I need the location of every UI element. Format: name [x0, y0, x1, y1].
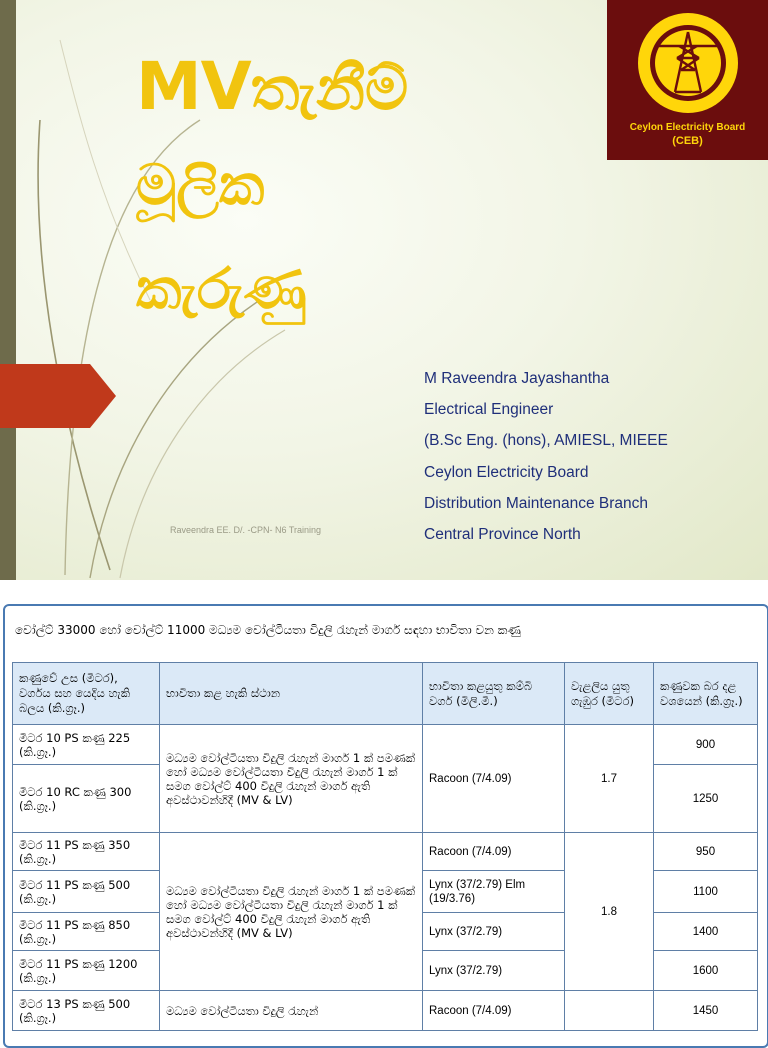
ceb-logo — [607, 0, 768, 160]
slide-title — [136, 48, 409, 366]
conductor-cell: Lynx (37/2.79) — [423, 951, 565, 991]
pole-spec-table — [12, 662, 758, 1031]
table-row — [13, 725, 758, 765]
conductor-cell: Racoon (7/4.09) — [423, 833, 565, 871]
title-line-1 — [136, 48, 409, 158]
weight-cell: 1250 — [654, 765, 758, 833]
pole-cell: මීටර 13 PS කණු 500 (කි.ග්‍රෑ.) — [13, 991, 160, 1031]
conductor-cell: Racoon (7/4.09) — [423, 991, 565, 1031]
column-header: භාවිතා කළ හැකි ස්ථාන — [160, 663, 423, 725]
column-header: භාවිතා කළයුතු කම්බි වර්ග (මිලි.මී.) — [423, 663, 565, 725]
weight-cell: 900 — [654, 725, 758, 765]
conductor-cell: Racoon (7/4.09) — [423, 725, 565, 833]
location-cell: මධ්‍යම වෝල්ටීයතා විදුලි රැහැන් මාර්ග 1 ක් පමණක් හෝ මධ්‍යම වෝල්ටීයතා විදුලි රැහැන් මාර්ග 1 ක් සමග වෝල්ට් 400 විදුලි රැහැන් මාර්ග ඇති අවස්ථාවන්හිදී (MV & LV) — [160, 725, 423, 833]
weight-cell: 950 — [654, 833, 758, 871]
conductor-cell: Lynx (37/2.79) — [423, 913, 565, 951]
logo-name-text: Ceylon Electricity Board — [629, 122, 746, 133]
pole-cell: මීටර 11 PS කණු 350 (කි.ග්‍රෑ.) — [13, 833, 160, 871]
logo-abbr-text: (CEB) — [672, 135, 703, 147]
author-block — [424, 368, 668, 555]
pole-cell: මීටර 10 PS කණු 225 (කි.ග්‍රෑ.) — [13, 725, 160, 765]
slide-footer: Raveendra EE. D/. -CPN- N6 Training — [170, 525, 322, 535]
conductor-cell: Lynx (37/2.79) Elm (19/3.76) — [423, 871, 565, 913]
location-cell: මධ්‍යම වෝල්ටීයතා විදුලි රැහැන් — [160, 991, 423, 1031]
title-line-3: කැරුණු — [136, 257, 307, 322]
weight-cell: 1400 — [654, 913, 758, 951]
pole-cell: මීටර 11 PS කණු 1200 (කි.ග්‍රෑ.) — [13, 951, 160, 991]
title-line-2: මූලික — [136, 153, 265, 218]
document-panel — [3, 604, 768, 1048]
weight-cell: 1100 — [654, 871, 758, 913]
title-latin: MV — [136, 48, 251, 125]
weight-cell: 1600 — [654, 951, 758, 991]
column-header: කණුවක බර දළ වශයෙන් (කි.ග්‍රෑ.) — [654, 663, 758, 725]
depth-cell: 1.7 — [565, 725, 654, 833]
pole-cell: මීටර 10 RC කණු 300 (කි.ග්‍රෑ.) — [13, 765, 160, 833]
column-header: කණුවේ උස (මීටර), වර්ගය සහ යෙදිය හැකි බලය (කි.ග්‍රෑ.) — [13, 663, 160, 725]
author-qualifications: (B.Sc Eng. (hons), AMIESL, MIEEE — [424, 432, 668, 450]
location-cell: මධ්‍යම වෝල්ටීයතා විදුලි රැහැන් මාර්ග 1 ක් පමණක් හෝ මධ්‍යම වෝල්ටීයතා විදුලි රැහැන් මාර්ග 1 ක් සමග වෝල්ට් 400 විදුලි රැහැන් මාර්ග ඇති අවස්ථාවන්හිදී (MV & LV) — [160, 833, 423, 991]
table-row — [13, 991, 758, 1031]
author-branch: Distribution Maintenance Branch — [424, 494, 649, 512]
pole-cell: මීටර 11 PS කණු 500 (කි.ග්‍රෑ.) — [13, 871, 160, 913]
depth-cell: 1.8 — [565, 833, 654, 991]
red-arrow-shape — [0, 364, 116, 428]
weight-cell: 1450 — [654, 991, 758, 1031]
author-organization: Ceylon Electricity Board — [424, 463, 589, 481]
ceb-logo-icon — [635, 8, 741, 118]
author-title: Electrical Engineer — [424, 401, 554, 419]
author-name: M Raveendra Jayashantha — [424, 370, 610, 387]
table-row — [13, 833, 758, 871]
column-header: වැළලිය යුතු ගැඹුර (මීටර) — [565, 663, 654, 725]
title-line-1-rest: තැනීම් — [250, 54, 409, 124]
pole-cell: මීටර 11 PS කණු 850 (කි.ග්‍රෑ.) — [13, 913, 160, 951]
depth-cell — [565, 991, 654, 1031]
author-region: Central Province North — [424, 525, 581, 543]
document-heading: වෝල්ට් 33000 හෝ වෝල්ට් 11000 මධ්‍යම වෝල්ටීයතා විදුලි රැහැන් මාර්ග සඳහා භාවිතා වන කණු — [15, 623, 521, 637]
slide-separator — [0, 580, 768, 602]
